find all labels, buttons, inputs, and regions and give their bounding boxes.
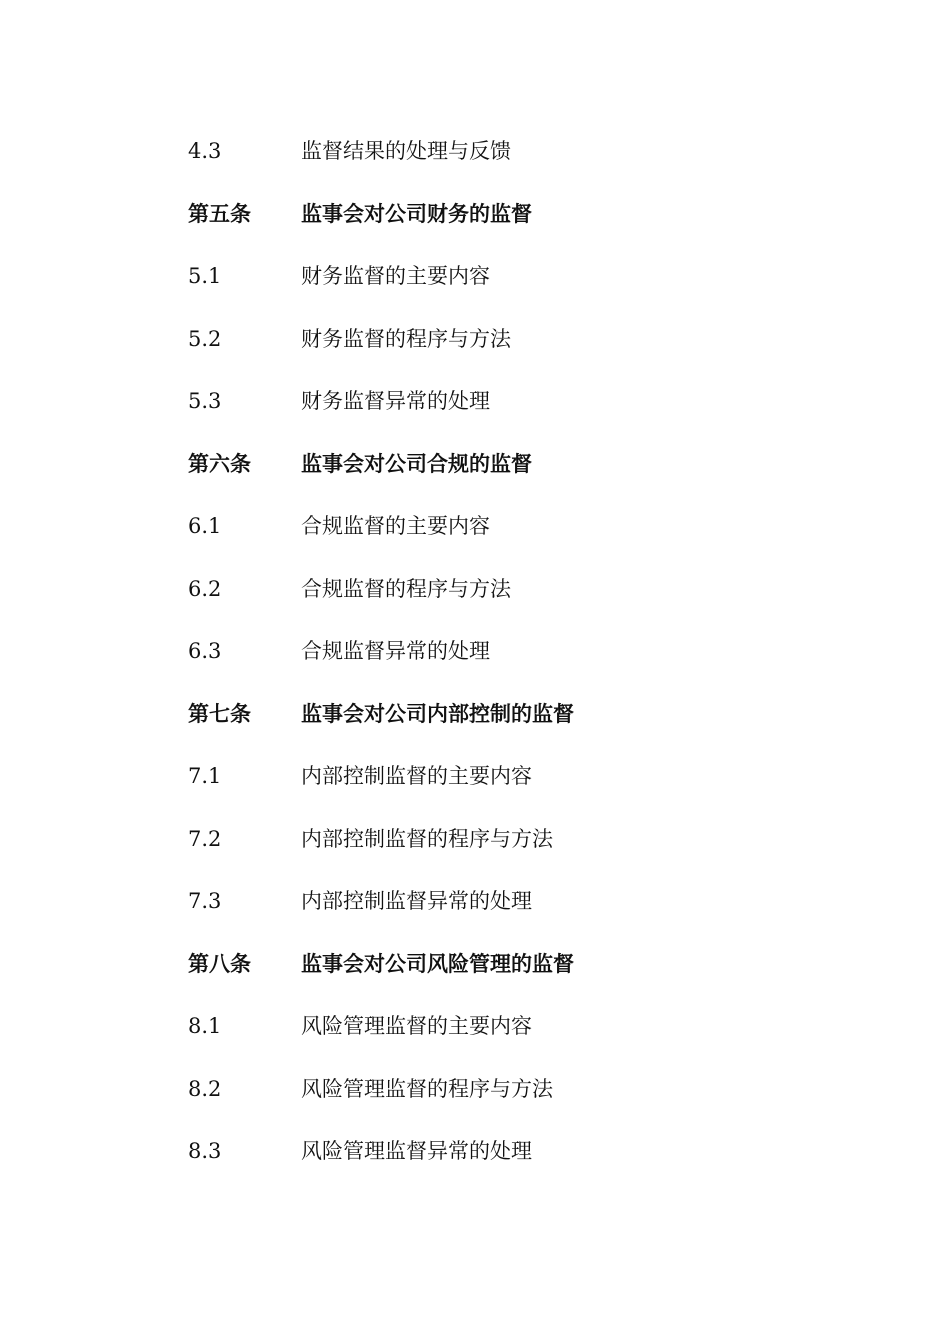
toc-entry-8-1 <box>188 1008 868 1071</box>
article-number: 第八条 <box>188 951 251 976</box>
section-number: 7.1 <box>188 764 222 788</box>
toc-entry-5-1 <box>188 258 868 321</box>
article-number: 第七条 <box>188 701 251 726</box>
section-title: 风险管理监督异常的处理 <box>301 1139 532 1163</box>
toc-article-8 <box>188 946 868 1009</box>
toc-entry-4-3 <box>188 133 868 196</box>
section-title: 财务监督的主要内容 <box>301 264 490 288</box>
table-of-contents <box>188 133 868 1196</box>
toc-entry-8-2 <box>188 1071 868 1134</box>
toc-entry-6-1 <box>188 508 868 571</box>
section-title: 内部控制监督异常的处理 <box>301 889 532 913</box>
toc-entry-6-2 <box>188 571 868 634</box>
toc-entry-7-2 <box>188 821 868 884</box>
article-title: 监事会对公司合规的监督 <box>301 451 532 476</box>
toc-entry-7-3 <box>188 883 868 946</box>
section-number: 6.1 <box>188 514 222 538</box>
section-title: 风险管理监督的主要内容 <box>301 1014 532 1038</box>
section-title: 内部控制监督的主要内容 <box>301 764 532 788</box>
section-number: 5.2 <box>188 326 222 351</box>
article-title: 监事会对公司风险管理的监督 <box>301 951 574 976</box>
section-number: 8.1 <box>188 1014 222 1038</box>
article-number: 第六条 <box>188 451 251 476</box>
section-title: 风险管理监督的程序与方法 <box>301 1076 553 1101</box>
section-title: 监督结果的处理与反馈 <box>301 139 511 163</box>
section-title: 财务监督的程序与方法 <box>301 326 511 351</box>
article-title: 监事会对公司财务的监督 <box>301 201 532 226</box>
section-number: 8.2 <box>188 1076 222 1101</box>
section-number: 7.2 <box>188 826 222 851</box>
toc-entry-8-3 <box>188 1133 868 1196</box>
toc-entry-5-3 <box>188 383 868 446</box>
article-number: 第五条 <box>188 201 251 226</box>
section-title: 财务监督异常的处理 <box>301 389 490 413</box>
toc-article-6 <box>188 446 868 509</box>
section-title: 合规监督异常的处理 <box>301 639 490 663</box>
section-title: 合规监督的程序与方法 <box>301 576 511 601</box>
section-number: 5.3 <box>188 389 222 413</box>
section-title: 内部控制监督的程序与方法 <box>301 826 553 851</box>
section-number: 5.1 <box>188 264 222 288</box>
section-number: 4.3 <box>188 139 222 163</box>
section-number: 7.3 <box>188 889 222 913</box>
toc-entry-6-3 <box>188 633 868 696</box>
article-title: 监事会对公司内部控制的监督 <box>301 701 574 726</box>
section-number: 8.3 <box>188 1139 222 1163</box>
toc-entry-7-1 <box>188 758 868 821</box>
toc-article-7 <box>188 696 868 759</box>
section-number: 6.2 <box>188 576 222 601</box>
section-title: 合规监督的主要内容 <box>301 514 490 538</box>
toc-entry-5-2 <box>188 321 868 384</box>
section-number: 6.3 <box>188 639 222 663</box>
toc-article-5 <box>188 196 868 259</box>
